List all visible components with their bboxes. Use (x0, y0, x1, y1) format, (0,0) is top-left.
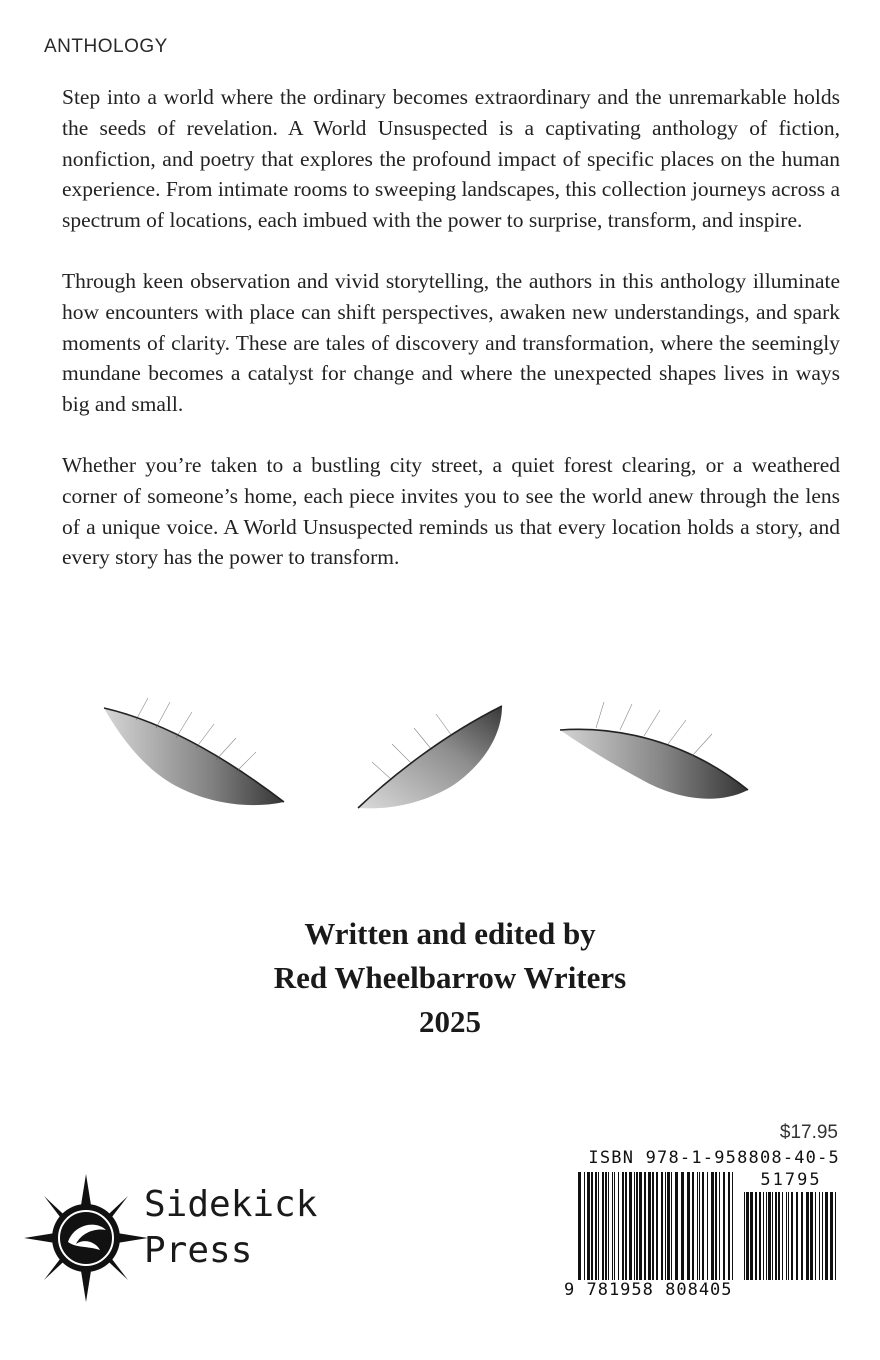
back-cover-blurb (62, 82, 840, 603)
publication-year: 2025 (419, 1004, 481, 1039)
credit-line: Written and edited by (304, 916, 596, 951)
blurb-paragraph: Step into a world where the ordinary becomes extraordinary and the unremarkable holds the seeds of revelation. A World Unsuspected is a captivating anthology of fiction, nonfiction, and poetry that explores the profound impact of specific places on the human experience. From intimate rooms to sweeping landscapes, this collection journeys across a spectrum of locations, each imbued with the power to surprise, transform, and inspire. (62, 85, 840, 233)
blurb-paragraph: Through keen observation and vivid storytelling, the authors in this anthology illuminate how encounters with place can shift perspectives, awaken new understandings, and spark moments of clarity. These are tales of discovery and transformation, where the seemingly mundane becomes a catalyst for change and where the unexpected shapes lives in ways big and small. (62, 268, 840, 417)
price-label: $17.95 (779, 1122, 838, 1143)
isbn-barcode (564, 1148, 840, 1304)
feather-icon (556, 690, 756, 820)
author-credit (0, 912, 880, 1044)
publisher-name-line: Sidekick (144, 1184, 318, 1225)
ean-number: 9 781958 808405 (564, 1280, 733, 1300)
isbn-number: ISBN 978-1-958808-40-5 (588, 1148, 840, 1168)
publisher-name-line: Press (144, 1230, 253, 1271)
feather-icon (352, 696, 512, 826)
ean-barcode-bars (578, 1172, 738, 1284)
category-label: ANTHOLOGY (44, 36, 168, 57)
publisher-logo (22, 1172, 322, 1312)
addon-barcode-bars (744, 1192, 840, 1284)
price-addon-number: 51795 (760, 1170, 822, 1190)
blurb-paragraph: Whether you’re taken to a bustling city street, a quiet forest clearing, or a weathered corner of someone’s home, each piece invites you to see the world anew through the lens of a unique voice. A World Unsuspected reminds us that every location holds a story, and every story has the power to transform. (62, 452, 840, 570)
publisher-name (144, 1182, 317, 1274)
feather-icon (96, 690, 296, 820)
author-name: Red Wheelbarrow Writers (273, 960, 627, 995)
compass-star-icon (22, 1172, 150, 1304)
feather-illustrations (0, 640, 880, 900)
